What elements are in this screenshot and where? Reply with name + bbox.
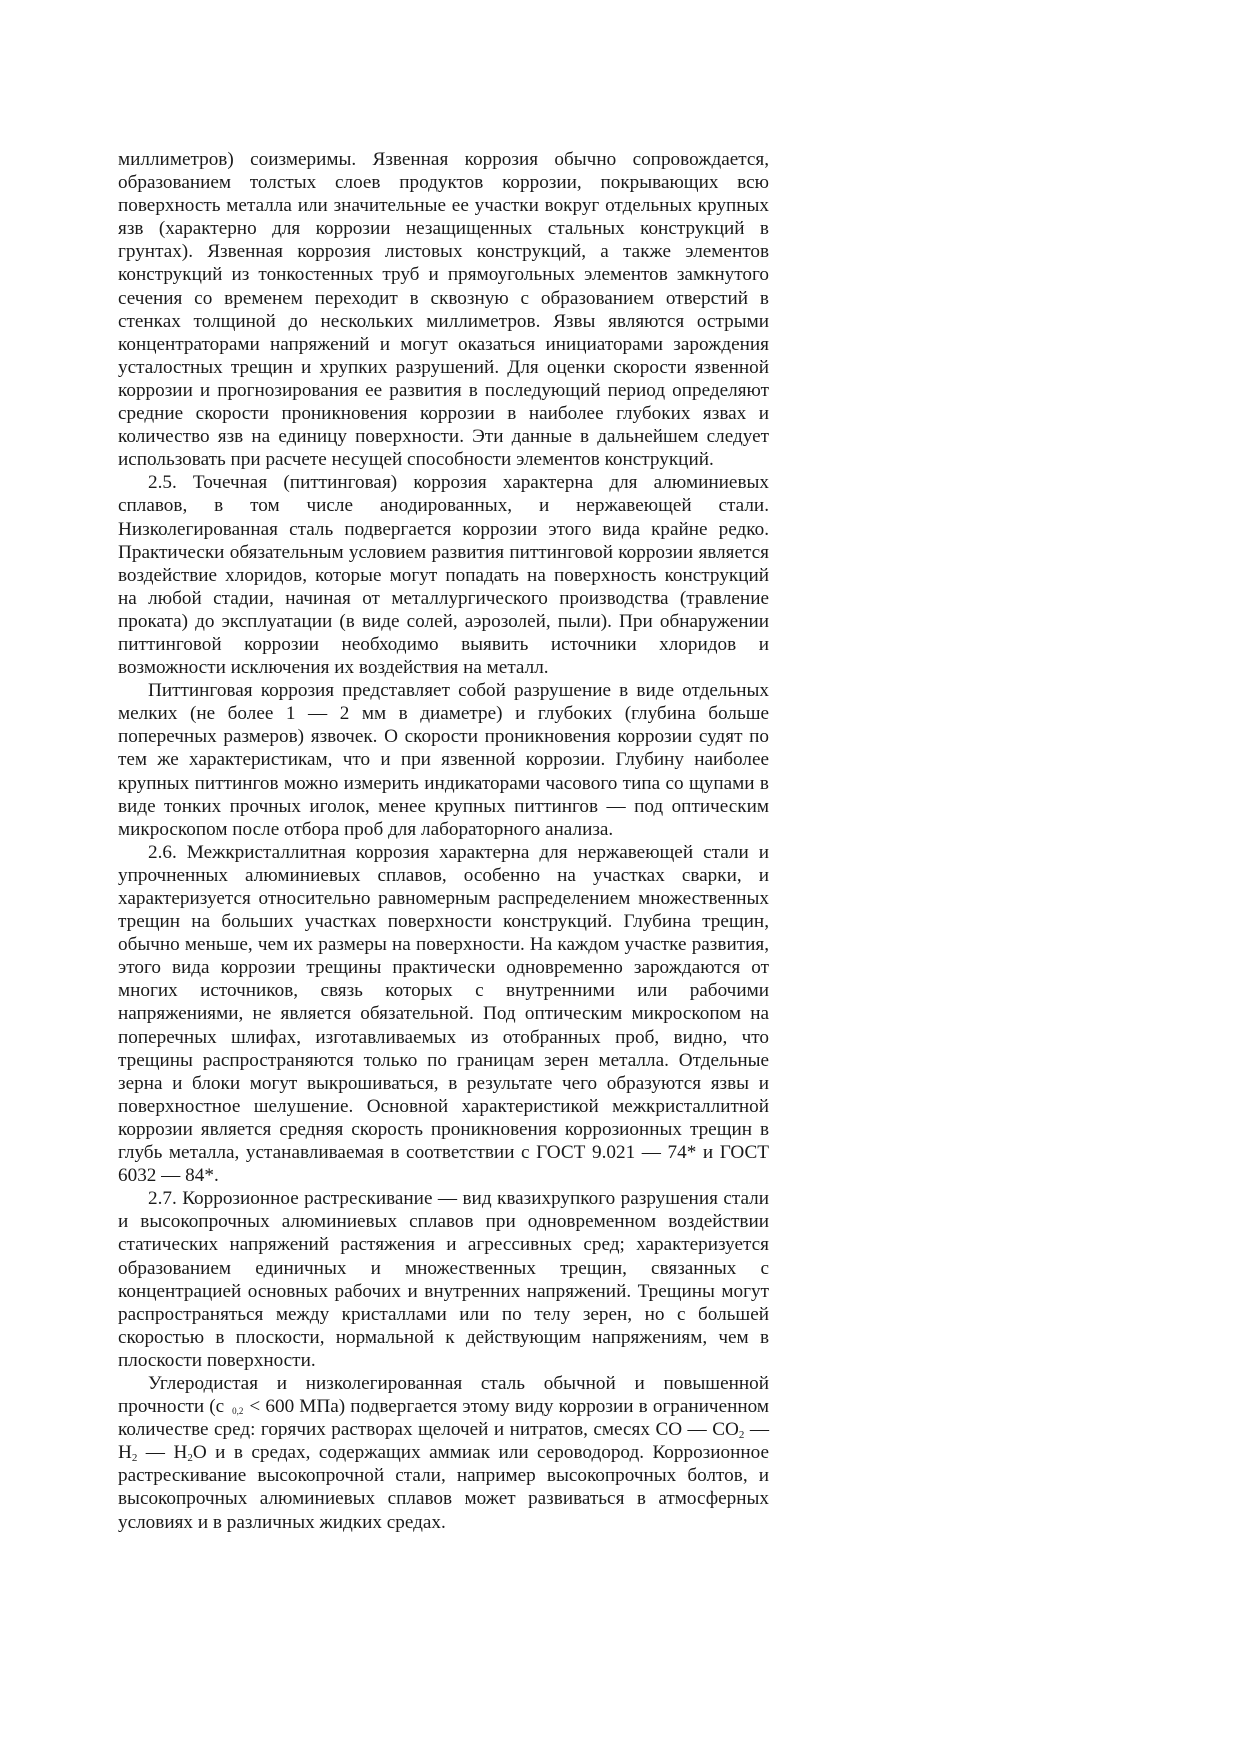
- text-segment: — H: [118, 1419, 770, 1464]
- subscript-yield-index: 0,2: [232, 1406, 244, 1417]
- text-segment: — H: [137, 1442, 188, 1464]
- paragraph-2-5-point-corrosion: 2.5. Точечная (питтинговая) коррозия характерна для алюминиевых сплавов, в том числе анодированных, и нержавеющей стали. Низколегированная сталь подвергается коррозии этого вида крайне редко. Практически обязательным условием развития питтинговой коррозии является воздействие хлоридов, которые могут попадать на поверхность конструкций на любой стадии, начиная от металлургического производства (травление проката) до эксплуатации (в виде солей, аэрозолей, пыли). При обнаружении питтинговой коррозии необходимо выявить источники хлоридов и возможности исключения их воздействия на металл.: [118, 472, 769, 679]
- subscript-h2: 2: [131, 1452, 138, 1465]
- subscript-h2o: 2: [187, 1452, 193, 1465]
- paragraph-pitting-description: Питтинговая коррозия представляет собой разрушение в виде отдельных мелких (не более 1 — 2 мм в диаметре) и глубоких (глубина больше поперечных размеров) язвочек. О скорости проникновения коррозии судят по тем же характеристикам, что и при язвенной коррозии. Глубину наиболее крупных питтингов можно измерить индикаторами часового типа со щупами в виде тонких прочных иголок, менее крупных питтингов — под оптическим микроскопом после отбора проб для лабораторного анализа.: [118, 680, 769, 840]
- document-page: [118, 148, 769, 1534]
- text-segment: O и в средах, содержащих аммиак или сероводород. Коррозионное растрескивание высокопрочной стали, например высокопрочных болтов, и высокопрочных алюминиевых сплавов может развиваться в атмосферных условиях и в различных жидких средах.: [118, 1442, 769, 1533]
- text-segment: Углеродистая и низколегированная сталь обычной и повышенной прочности (с: [118, 1372, 769, 1418]
- subscript-co2: 2: [738, 1429, 745, 1442]
- text-segment: < 600 МПа) подвергается этому виду коррозии в ограниченном количестве сред: горячих растворах щелочей и нитратов, смесях CO — CO: [118, 1396, 770, 1441]
- paragraph-2-6-intercrystalline-corrosion: 2.6. Межкристаллитная коррозия характерна для нержавеющей стали и упрочненных алюминиевых сплавов, особенно на участках сварки, и характеризуется относительно равномерным распределением множественных трещин на больших участках поверхности конструкций. Глубина трещин, обычно меньше, чем их размеры на поверхности. На каждом участке развития, этого вида коррозии трещины практически одновременно зарождаются от многих источников, связь которых с внутренними или рабочими напряжениями, не является обязательной. Под оптическим микроскопом на поперечных шлифах, изготавливаемых из отобранных проб, видно, что трещины распространяются только по границам зерен металла. Отдельные зерна и блоки могут выкрошиваться, в результате чего образуются язвы и поверхностное шелушение. Основной характеристикой межкристаллитной коррозии является средняя скорость проникновения коррозионных трещин в глубь металла, устанавливаемая в соответствии с ГОСТ 9.021 — 74* и ГОСТ 6032 — 84*.: [118, 841, 769, 1187]
- paragraph-carbon-steel-susceptibility: [118, 1372, 769, 1534]
- paragraph-pitting-ulcer-continuation: миллиметров) соизмеримы. Язвенная коррозия обычно сопровождается, образованием толстых слоев продуктов коррозии, покрывающих всю поверхность металла или значительные ее участки вокруг отдельных крупных язв (характерно для коррозии незащищенных стальных конструкций в грунтах). Язвенная коррозия листовых конструкций, а также элементов конструкций из тонкостенных труб и прямоугольных элементов замкнутого сечения со временем переходит в сквозную с образованием отверстий в стенках толщиной до нескольких миллиметров. Язвы являются острыми концентраторами напряжений и могут оказаться инициаторами зарождения усталостных трещин и хрупких разрушений. Для оценки скорости язвенной коррозии и прогнозирования ее развития в последующий период определяют средние скорости проникновения коррозии в наиболее глубоких язвах и количество язв на единицу поверхности. Эти данные в дальнейшем следует использовать при расчете несущей способности элементов конструкций.: [118, 149, 769, 471]
- paragraph-2-7-stress-corrosion-cracking: 2.7. Коррозионное растрескивание — вид квазихрупкого разрушения стали и высокопрочных алюминиевых сплавов при одновременном воздействии статических напряжений растяжения и агрессивных сред; характеризуется образованием единичных и множественных трещин, связанных с концентрацией основных рабочих и внутренних напряжений. Трещины могут распространяться между кристаллами или по телу зерен, но с большей скоростью в плоскости, нормальной к действующим напряжениям, чем в плоскости поверхности.: [118, 1188, 769, 1371]
